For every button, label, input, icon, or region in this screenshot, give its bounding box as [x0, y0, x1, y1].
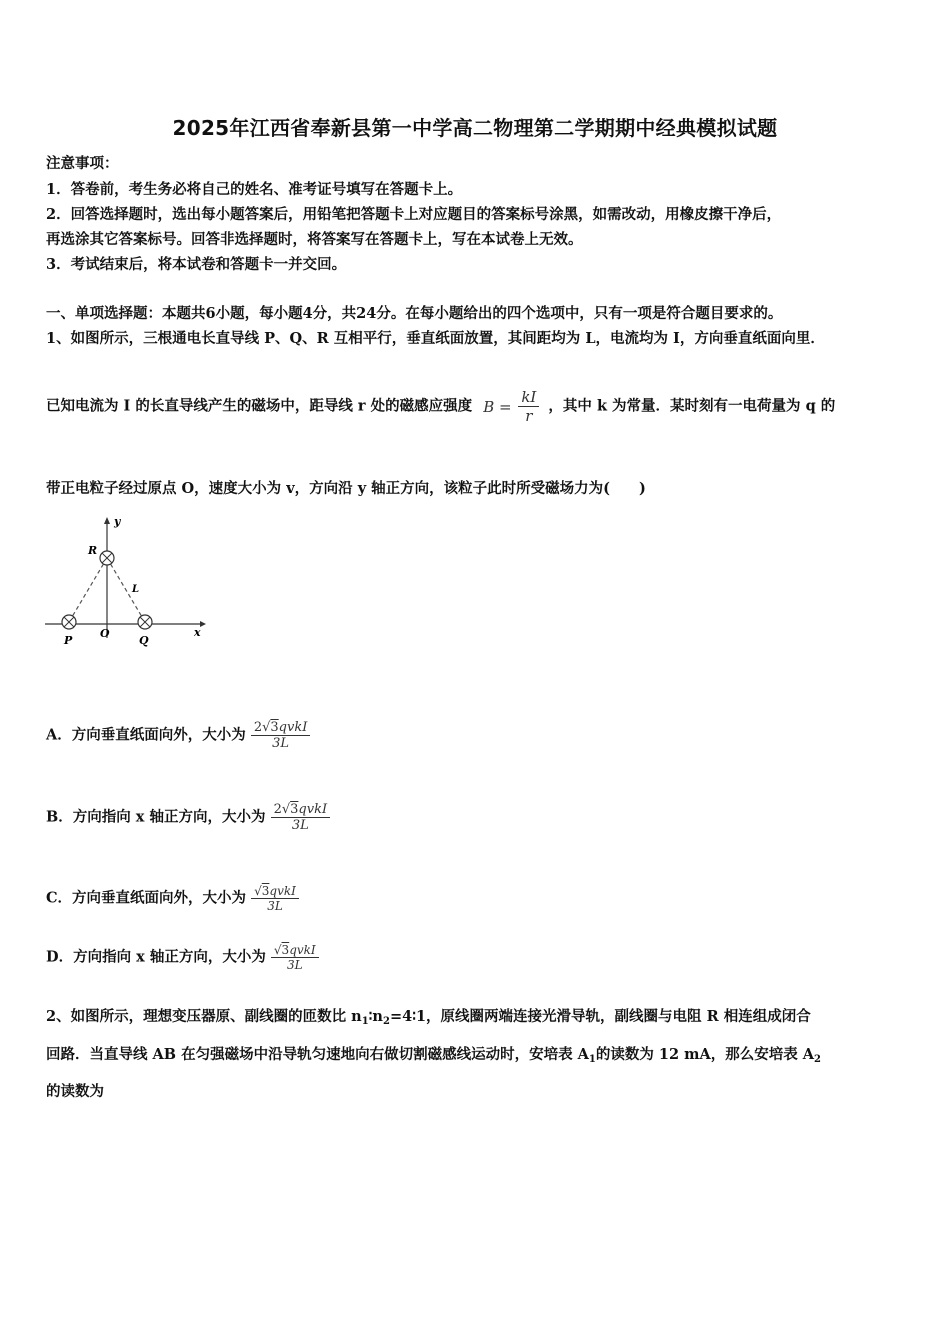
- notice-item-1: 1．答卷前，考生务必将自己的姓名、准考证号填写在答题卡上。: [46, 181, 463, 198]
- option-b[interactable]: [46, 802, 330, 833]
- page-title: 2025年江西省奉新县第一中学高二物理第二学期期中经典模拟试题: [172, 116, 778, 140]
- option-c-fraction: $\frac{\text{√3qvkI}}{3L}$: [251, 884, 299, 913]
- q2-line-2b: 的读数为 12 mA，那么安培表 A: [595, 1046, 815, 1063]
- option-d[interactable]: [46, 943, 319, 972]
- x-arrow: [200, 621, 206, 627]
- notice-heading: 注意事项：: [46, 155, 119, 172]
- wire-q: [138, 615, 152, 629]
- option-c-root: 3: [261, 884, 270, 898]
- option-a-den: 3L: [272, 736, 290, 751]
- option-c-rest: qvkI: [269, 884, 296, 898]
- option-b-rest: qvkI: [298, 802, 328, 817]
- option-a-root: 3: [270, 720, 279, 735]
- q1-line-2b: ，其中 k 为常量．某时刻有一电荷量为 q 的: [548, 397, 836, 415]
- option-c-den: 3L: [267, 899, 283, 913]
- q2-line-1: [46, 1005, 811, 1027]
- option-d-den: 3L: [286, 958, 303, 972]
- notice-item-2b: 再选涂其它答案标号。回答非选择题时，将答案写在答题卡上，写在本试卷上无效。: [46, 231, 583, 248]
- q2-line-1c: =4∶1，原线圈两端连接光滑导轨，副线圈与电阻 R 相连组成闭合: [389, 1008, 811, 1025]
- b-formula-numerator: kI: [518, 388, 539, 407]
- option-d-rest: qvkI: [289, 943, 316, 957]
- p-label: P: [64, 634, 73, 647]
- option-c-text: C．方向垂直纸面向外，大小为: [46, 889, 247, 907]
- q2-line-1a: 2、如图所示，理想变压器原、副线圈的匝数比 n: [46, 1008, 362, 1025]
- option-b-root: 3: [290, 802, 299, 817]
- y-label: y: [114, 515, 121, 528]
- b-formula-lhs: B =: [483, 397, 512, 416]
- b-formula-denominator: r: [525, 407, 533, 425]
- option-b-text: B．方向指向 x 轴正方向，大小为: [46, 808, 266, 826]
- section-heading: 一、单项选择题：本题共6小题，每小题4分，共24分。在每小题给出的四个选项中，只有一项是符合题目要求的。: [46, 305, 783, 322]
- l-label: L: [132, 584, 140, 595]
- b-formula: [483, 388, 539, 425]
- option-d-fraction: $\frac{\text{√3qvkI}}{3L}$: [271, 943, 319, 972]
- o-label: O: [100, 627, 110, 640]
- option-b-fraction: $\frac{\text{2√3qvkI}}{3L}$: [271, 802, 331, 833]
- q1-line-2: [46, 388, 835, 425]
- option-a-rest: qvkI: [278, 720, 308, 735]
- q1-line-1: 1、如图所示，三根通电长直导线 P、Q、R 互相平行，垂直纸面放置，其间距均为 L，电流均为 I，方向垂直纸面向里．: [46, 330, 825, 347]
- option-b-den: 3L: [291, 818, 309, 833]
- option-a[interactable]: [46, 720, 310, 751]
- wire-p: [62, 615, 76, 629]
- q1-line-3: 带正电粒子经过原点 O，速度大小为 v，方向沿 y 轴正方向，该粒子此时所受磁场力为( ): [46, 480, 646, 497]
- q2-line-1b: ∶n: [368, 1008, 383, 1025]
- q2-sub-3: 1: [588, 1054, 596, 1065]
- wire-r: [100, 551, 114, 565]
- q2-sub-4: 2: [814, 1054, 822, 1065]
- dash-rq: [107, 558, 145, 622]
- q2-sub-1: 1: [361, 1016, 369, 1027]
- q2-line-2a: 回路．当直导线 AB 在匀强磁场中沿导轨匀速地向右做切割磁感线运动时，安培表 A: [46, 1046, 589, 1063]
- x-label: x: [194, 626, 201, 639]
- q2-sub-2: 2: [382, 1016, 390, 1027]
- notice-item-2a: 2．回答选择题时，选出每小题答案后，用铅笔把答题卡上对应题目的答案标号涂黑，如需改动，用橡皮擦干净后，: [46, 206, 782, 223]
- q2-line-3: 的读数为: [46, 1083, 104, 1100]
- option-c[interactable]: [46, 884, 299, 913]
- option-a-text: A．方向垂直纸面向外，大小为: [46, 726, 246, 744]
- option-d-root: 3: [281, 943, 290, 957]
- r-label: R: [88, 544, 98, 557]
- option-a-coef: 2: [253, 720, 263, 735]
- q2-line-2: [46, 1043, 821, 1065]
- option-b-coef: 2: [273, 802, 282, 817]
- q1-line-2a: 已知电流为 I 的长直导线产生的磁场中，距导线 r 处的磁感应强度: [46, 397, 473, 415]
- wire-diagram: [40, 510, 210, 650]
- dash-rp: [69, 558, 107, 622]
- q-label: Q: [139, 634, 149, 647]
- y-arrow: [104, 517, 110, 524]
- option-d-text: D．方向指向 x 轴正方向，大小为: [46, 948, 266, 966]
- notice-item-3: 3．考试结束后，将本试卷和答题卡一并交回。: [46, 256, 347, 273]
- option-a-fraction: $\frac{\text{2√3qvkI}}{3L}$: [251, 720, 311, 751]
